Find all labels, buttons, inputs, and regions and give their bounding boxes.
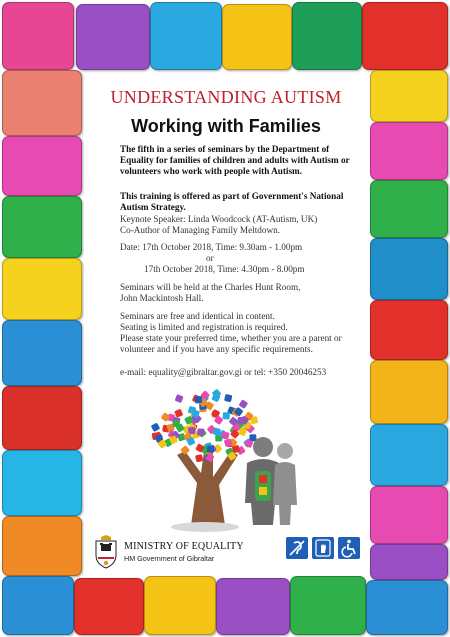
puzzle-leaf (249, 434, 256, 441)
puzzle-piece (150, 2, 222, 70)
puzzle-leaf (221, 431, 229, 439)
puzzle-piece (144, 576, 216, 635)
puzzle-piece (370, 424, 448, 486)
puzzle-piece (2, 70, 82, 136)
puzzle-leaf (224, 394, 232, 402)
wheelchair-access-icon (338, 537, 360, 559)
puzzle-piece (370, 544, 448, 580)
puzzle-piece (74, 578, 144, 635)
puzzle-piece (362, 2, 448, 70)
puzzle-piece (76, 4, 150, 70)
keynote-line-1: Keynote Speaker: Linda Woodcock (AT-Autism, UK) (120, 214, 318, 224)
puzzle-piece (370, 486, 448, 544)
puzzle-leaf (174, 409, 183, 418)
puzzle-piece (216, 578, 290, 635)
puzzle-piece (370, 70, 448, 122)
keynote-line-2: Co-Author of Managing Family Meltdown. (120, 225, 281, 235)
puzzle-piece (292, 2, 362, 70)
puzzle-leaf (175, 394, 184, 403)
strategy-paragraph: This training is offered as part of Government's National Autism Strategy. (120, 191, 344, 212)
puzzle-piece (2, 2, 74, 70)
date-or: or (206, 253, 214, 263)
puzzle-piece (2, 576, 74, 635)
puzzle-piece (2, 196, 82, 258)
date-line-1: Date: 17th October 2018, Time: 9.30am - 1.00pm (120, 242, 303, 252)
puzzle-piece (222, 4, 292, 70)
ministry-logo (92, 535, 252, 571)
puzzle-piece (2, 320, 82, 386)
intro-paragraph: The fifth in a series of seminars by the Department of Equality for families of children and adults with Autism or volunteers who work with people with Autism. (120, 144, 350, 176)
info-line-3: Please state your preferred time, whether you are a parent or volunteer and if you have any specific requirements. (120, 333, 342, 354)
puzzle-leaf (195, 396, 202, 403)
puzzle-leaf (151, 422, 161, 432)
puzzle-leaf (207, 445, 214, 452)
puzzle-leaf (239, 399, 249, 409)
puzzle-piece (370, 360, 448, 424)
puzzle-piece (2, 136, 82, 196)
info-line-2: Seating is limited and registration is required. (120, 322, 288, 332)
page-subtitle: Working with Families (131, 116, 321, 136)
venue-line-1: Seminars will be held at the Charles Hunt Room, (120, 282, 301, 292)
venue-line-2: John Mackintosh Hall. (120, 293, 204, 303)
puzzle-piece (370, 122, 448, 180)
contact-line: e-mail: equality@gibraltar.gov.gi or tel: +350 20046253 (120, 367, 327, 377)
puzzle-piece (2, 258, 82, 320)
hearing-loop-icon (286, 537, 308, 559)
puzzle-piece (2, 516, 82, 576)
puzzle-piece (366, 580, 448, 635)
government-name: HM Government of Gibraltar (124, 554, 215, 563)
puzzle-leaf (197, 428, 205, 436)
puzzle-piece (370, 238, 448, 300)
puzzle-leaf (195, 454, 203, 462)
puzzle-piece (370, 180, 448, 238)
gibraltar-crest-icon (92, 535, 120, 569)
puzzle-piece (2, 450, 82, 516)
ministry-name: MINISTRY OF EQUALITY (124, 541, 244, 552)
info-line-1: Seminars are free and identical in content. (120, 311, 275, 321)
date-line-2: 17th October 2018, Time: 4.30pm - 8.00pm (144, 264, 305, 274)
puzzle-piece (290, 576, 366, 635)
puzzle-tree-illustration (135, 385, 310, 535)
puzzle-leaf (223, 412, 230, 419)
puzzle-piece (2, 386, 82, 450)
sign-language-icon (312, 537, 334, 559)
page-title: UNDERSTANDING AUTISM (110, 87, 342, 107)
puzzle-piece (370, 300, 448, 360)
